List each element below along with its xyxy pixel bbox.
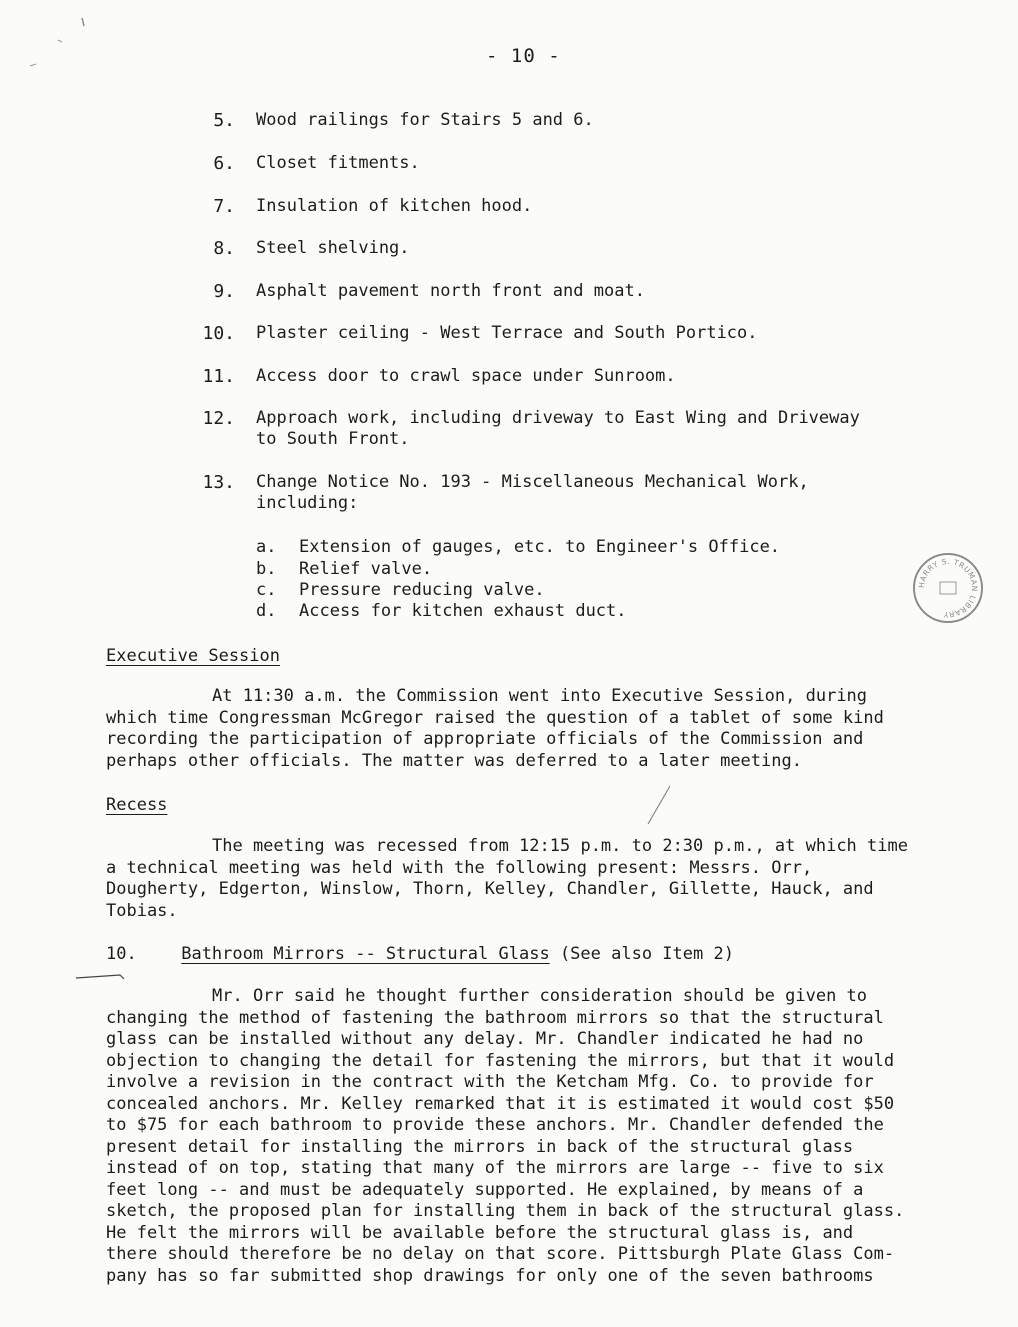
section-heading-bathroom-mirrors [106,944,734,964]
item-title: Bathroom Mirrors -- Structural Glass [181,944,550,964]
list-number: 12. [202,408,235,429]
list-number: 5. [213,110,235,131]
sub-text: Pressure reducing valve. [299,580,545,600]
section-heading-executive-session: Executive Session [106,646,280,666]
scan-mark [640,780,680,830]
library-stamp [913,553,983,623]
scan-mark [70,960,130,990]
list-number: 10. [202,323,235,344]
paragraph-executive-session: At 11:30 a.m. the Commission went into Executive Session, during which time Congressman McGregor raised the question of a tablet of some kind recording the participation of appropriate officials of the Commission and perhaps other officials. The matter was deferred to a later meeting. [106,686,884,771]
list-text: Wood railings for Stairs 5 and 6. [256,110,594,130]
list-number: 11. [202,366,235,387]
list-number: 7. [213,196,235,217]
list-number: 9. [213,281,235,302]
item-number: 10. [106,944,137,964]
sub-text: Relief valve. [299,559,433,579]
list-text: Change Notice No. 193 - Miscellaneous Mechanical Work, [256,472,809,492]
list-text: Asphalt pavement north front and moat. [256,281,645,301]
sub-letter: b. [256,559,277,579]
page-number: - 10 - [486,45,561,67]
list-text: Plaster ceiling - West Terrace and South Portico. [256,323,758,343]
sub-letter: d. [256,601,277,621]
paragraph-bathroom-mirrors: Mr. Orr said he thought further consideration should be given to changing the method of fastening the bathroom mirrors so that the structural glass can be installed without any delay. Mr. Chandler indicated he had no objection to changing the detail for fastening the mirrors, but that it would involve a revision in the contract with the Ketcham Mfg. Co. to provide for concealed anchors. Mr. Kelley remarked that it is estimated it would cost $50 to $75 for each bathroom to provide these anchors. Mr. Chandler defended the present detail for installing the mirrors in back of the structural glass instead of on top, stating that many of the mirrors are large -- five to six feet long -- and must be adequately supported. He explained, by means of a sketch, the proposed plan for installing them in back of the structural glass. He felt the mirrors will be available before the structural glass is, and there should therefore be no delay on that score. Pittsburgh Plate Glass Com- pany has so far submitted shop drawings for only one of the seven bathrooms [106,986,905,1286]
sub-letter: a. [256,537,277,557]
list-text: Approach work, including driveway to East Wing and Driveway [256,408,860,428]
list-text: including: [256,493,359,513]
list-text: Insulation of kitchen hood. [256,196,533,216]
scan-mark [0,0,120,80]
stamp-seal-icon [915,555,981,621]
list-number: 6. [213,153,235,174]
list-number: 8. [213,238,235,259]
stamp-text: HARRY S. TRUMAN LIBRARY [916,556,980,620]
list-text: Closet fitments. [256,153,420,173]
list-number: 13. [202,472,235,493]
section-heading-recess: Recess [106,795,168,815]
list-text: Steel shelving. [256,238,410,258]
item-note: (See also Item 2) [559,944,734,964]
paragraph-recess: The meeting was recessed from 12:15 p.m. to 2:30 p.m., at which time a technical meeting was held with the following present: Messrs. Orr, Dougherty, Edgerton, Winslow, Thorn, Kelley, Chandler, Gillette, Hauck, and Tobias. [106,836,908,921]
list-text: Access door to crawl space under Sunroom. [256,366,676,386]
list-text: to South Front. [256,429,410,449]
svg-text:HARRY S. TRUMAN LIBRARY [917,557,979,619]
sub-letter: c. [256,580,277,600]
sub-text: Extension of gauges, etc. to Engineer's Office. [299,537,781,557]
sub-text: Access for kitchen exhaust duct. [299,601,627,621]
